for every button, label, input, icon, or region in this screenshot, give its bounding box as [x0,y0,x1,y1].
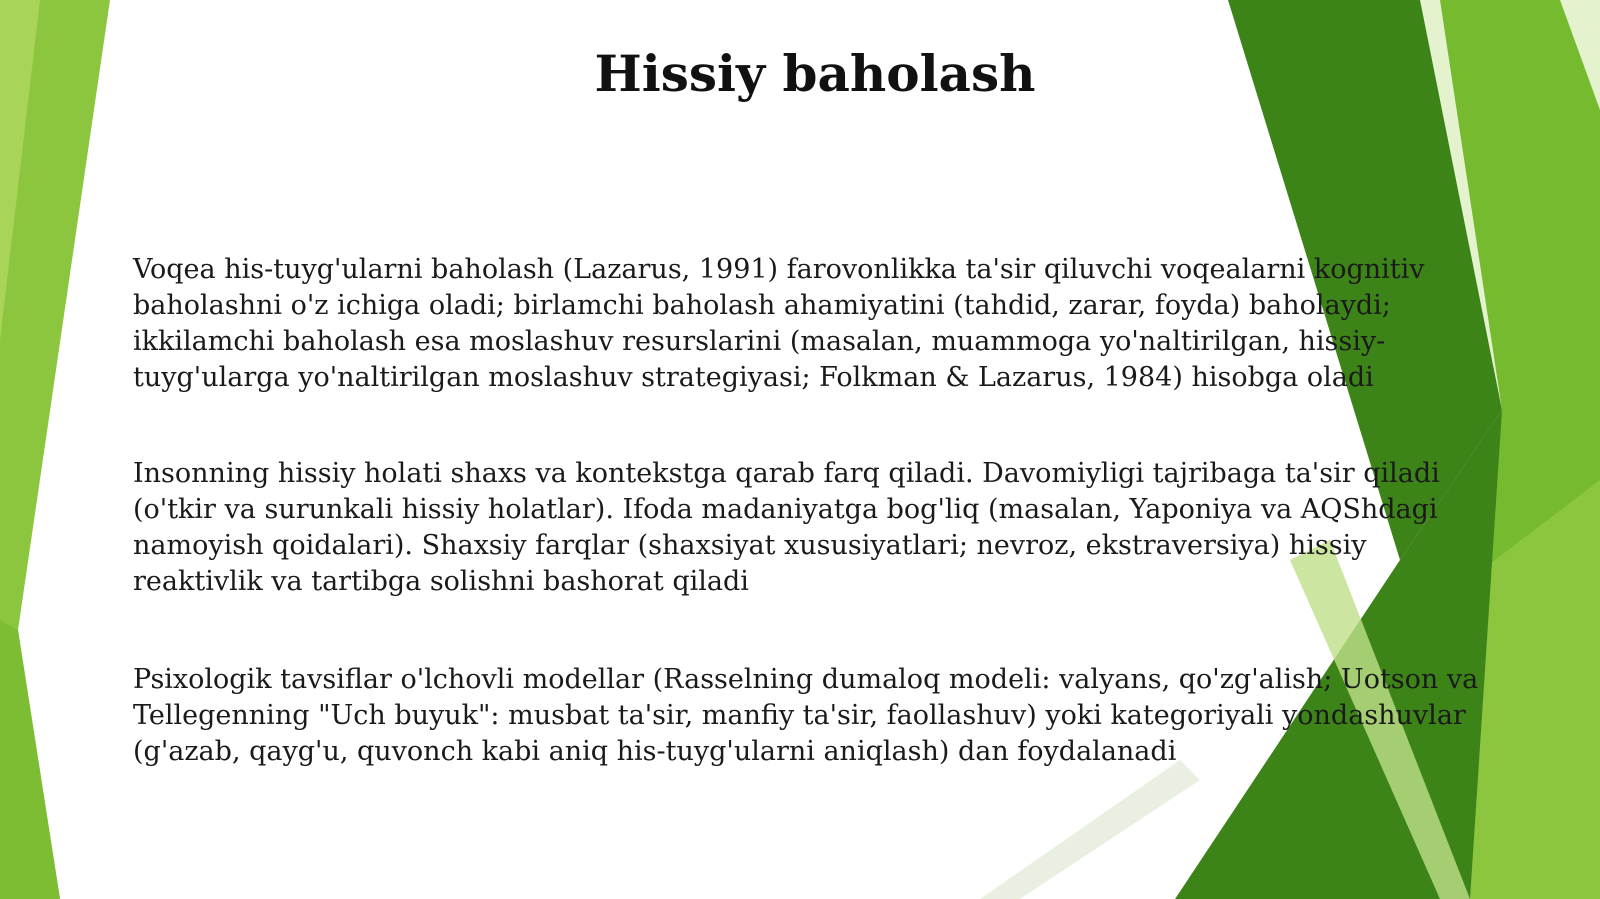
bottom-pale-stripe [980,760,1200,899]
paragraph-emotional-state: Insonning hissiy holati shaxs va kontekstga qarab farq qiladi. Davomiyligi tajribaga ta'sir qiladi (o'tkir va surunkali hissiy holatlar). Ifoda madaniyatga bog'liq (masalan, Yaponiya va AQShdagi namoyish qoidalari). Shaxsiy farqlar (shaxsiyat xususiyatlari; nevroz, ekstraversiya) hissiy reaktivlik va tartibga solishni bashorat qiladi [133,458,1440,597]
paragraph-appraisal: Voqea his-tuyg'ularni baholash (Lazarus, 1991) farovonlikka ta'sir qiluvchi voqealarni kognitiv baholashni o'z ichiga oladi; birlamchi baholash ahamiyatini (tahdid, zarar, foyda) baholaydi; ikkilamchi baholash esa moslashuv resurslarini (masalan, muammoga yo'naltirilgan, hissiy-tuyg'ularga yo'naltirilgan moslashuv strategiyasi; Folkman & Lazarus, 1984) hisobga oladi [133,254,1425,393]
slide-title: Hissiy baholash [594,44,1036,103]
paragraph-psychological-models: Psixologik tavsiflar o'lchovli modellar (Rasselning dumaloq modeli: valyans, qo'zg'alish; Uotson va Tellegenning "Uch buyuk": musbat ta'sir, manfiy ta'sir, faollashuv) yoki kategoriyali yondashuvlar (g'azab, qayg'u, quvonch kabi aniq his-tuyg'ularni aniqlash) dan foydalanadi [133,664,1479,767]
left-bottom-green-shape [0,620,60,899]
